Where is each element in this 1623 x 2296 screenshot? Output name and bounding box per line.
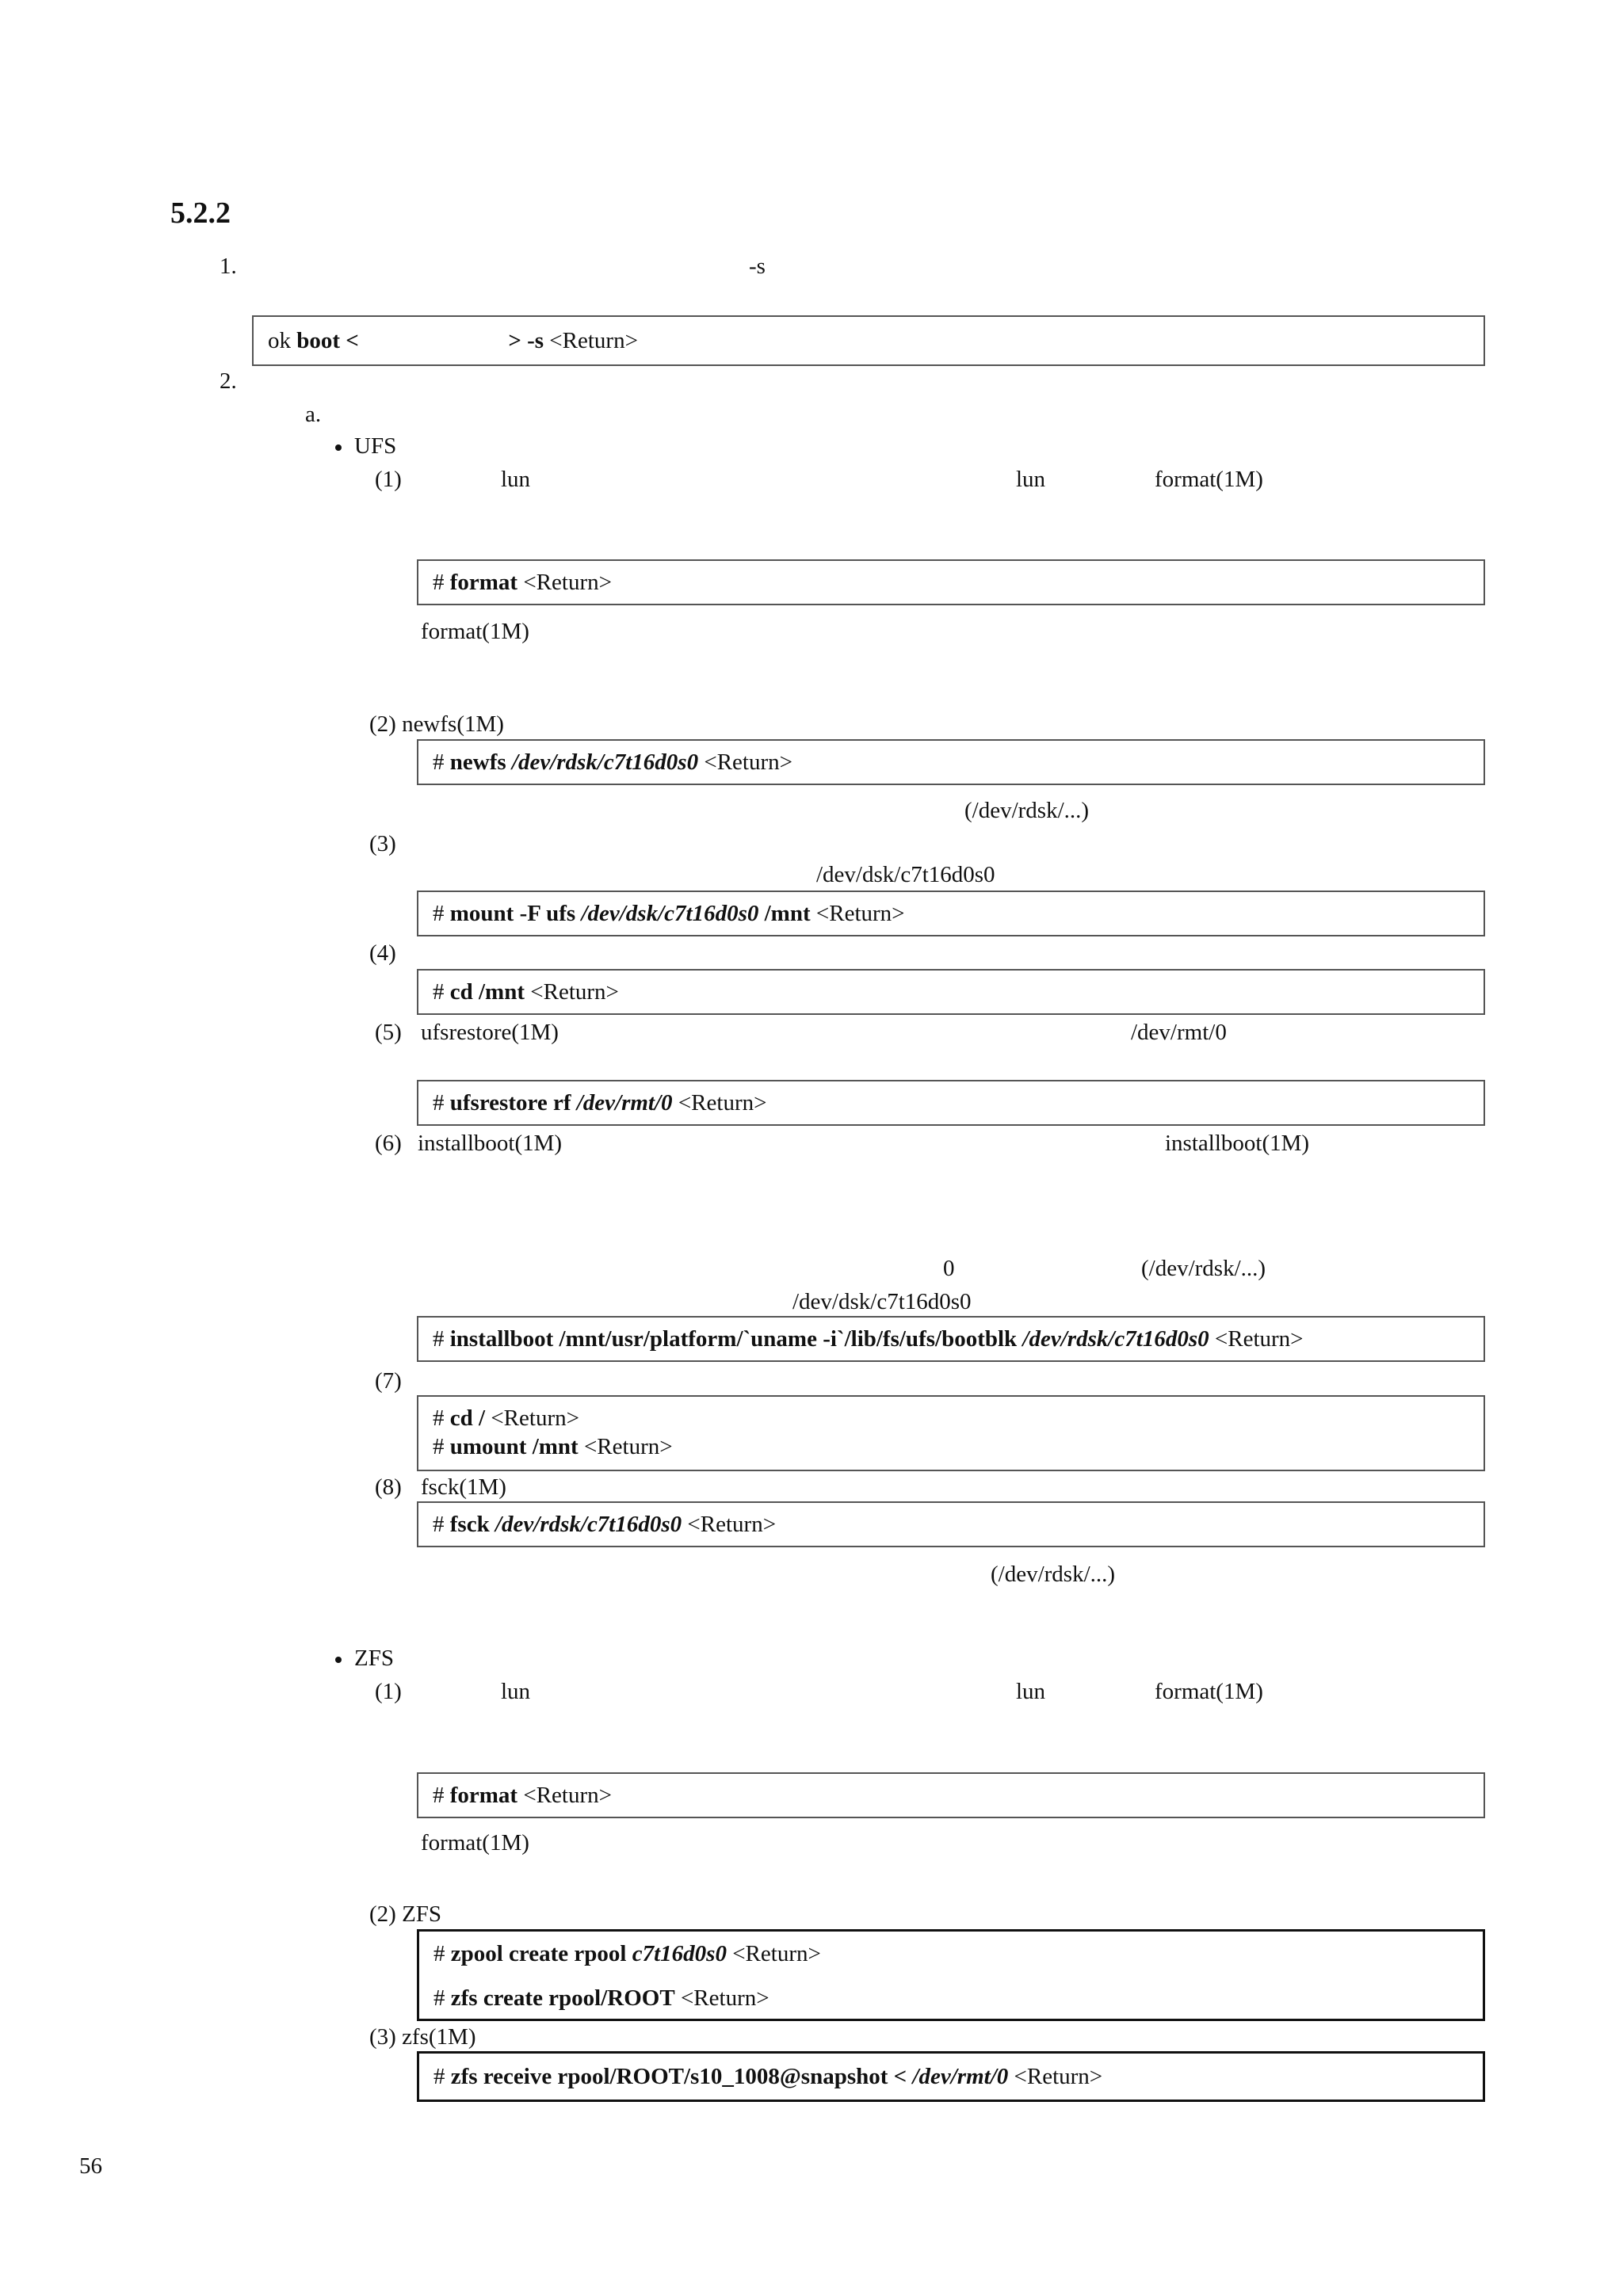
code-box-zfs-receive bbox=[417, 2051, 1485, 2102]
ufs-step-4: (4) bbox=[369, 940, 396, 966]
ufs-step-6-label-2: installboot(1M) bbox=[1165, 1131, 1310, 1156]
zfs-step-3: (3) zfs(1M) bbox=[369, 2024, 476, 2050]
code-line-ufsrestore: # ufsrestore rf /dev/rmt/0 <Return> bbox=[433, 1090, 767, 1116]
zfs-bullet-item: ZFS bbox=[335, 1646, 394, 1672]
section-number: 5.2.2 bbox=[170, 196, 231, 230]
ufs-step-1-lun-2: lun bbox=[1016, 467, 1046, 492]
code-line-boot: ok boot < > -s <Return> bbox=[268, 328, 638, 353]
code-box-zfs-format bbox=[417, 1772, 1485, 1818]
ufs-dsk-note-1: /dev/dsk/c7t16d0s0 bbox=[816, 862, 995, 887]
ufs-step-6-number: (6) bbox=[375, 1131, 402, 1156]
bullet-icon bbox=[335, 444, 342, 451]
ufs-slice-zero: 0 bbox=[943, 1256, 955, 1281]
step-1-number: 1. bbox=[220, 254, 237, 279]
code-box-zpool bbox=[417, 1929, 1485, 2021]
code-line-newfs: # newfs /dev/rdsk/c7t16d0s0 <Return> bbox=[433, 749, 792, 775]
code-box-installboot bbox=[417, 1316, 1485, 1362]
code-line-zfs-format: # format <Return> bbox=[433, 1783, 612, 1808]
ufs-rdsk-note-2: (/dev/rdsk/...) bbox=[1141, 1256, 1266, 1281]
code-box-umount bbox=[417, 1395, 1485, 1471]
code-line-zfs-receive: # zfs receive rpool/ROOT/s10_1008@snapshot < /dev/rmt/0 <Return> bbox=[433, 2064, 1103, 2089]
step-2-number: 2. bbox=[220, 368, 237, 394]
bullet-icon bbox=[335, 1657, 342, 1663]
step-2a-label: a. bbox=[305, 402, 322, 427]
zfs-step-1-lun: lun bbox=[501, 1679, 531, 1704]
step-1-option: -s bbox=[749, 254, 766, 279]
code-box-format bbox=[417, 559, 1485, 605]
code-line-zpool: # zpool create rpool c7t16d0s0 <Return> bbox=[433, 1941, 821, 1966]
ufs-step-8-label: fsck(1M) bbox=[421, 1474, 506, 1500]
code-line-mount: # mount -F ufs /dev/dsk/c7t16d0s0 /mnt <Return> bbox=[433, 901, 905, 926]
zfs-step-1-lun-2: lun bbox=[1016, 1679, 1046, 1704]
ufs-step-6-label: installboot(1M) bbox=[418, 1131, 563, 1156]
code-line-zfs-create: # zfs create rpool/ROOT <Return> bbox=[433, 1985, 769, 2011]
ufs-bullet-item: UFS bbox=[335, 433, 396, 460]
ufs-step-5-number: (5) bbox=[375, 1020, 402, 1045]
ufs-step-7: (7) bbox=[375, 1368, 402, 1394]
ufs-step-5-label: ufsrestore(1M) bbox=[421, 1020, 559, 1045]
code-line-installboot: # installboot /mnt/usr/platform/`uname -i`/lib/fs/ufs/bootblk /dev/rdsk/c7t16d0s0 <Return> bbox=[433, 1326, 1304, 1352]
code-box-boot bbox=[252, 315, 1485, 366]
zfs-step-1-format: format(1M) bbox=[1155, 1679, 1263, 1704]
ufs-step-1-number: (1) bbox=[375, 467, 402, 492]
code-line-format: # format <Return> bbox=[433, 570, 612, 595]
page-number: 56 bbox=[79, 2153, 102, 2179]
ufs-step-2: (2) newfs(1M) bbox=[369, 711, 504, 737]
ufs-step-1-lun: lun bbox=[501, 467, 531, 492]
code-line-umount: # umount /mnt <Return> bbox=[433, 1434, 673, 1459]
code-box-newfs bbox=[417, 739, 1485, 785]
code-box-mount bbox=[417, 891, 1485, 936]
zfs-step-1-number: (1) bbox=[375, 1679, 402, 1704]
zfs-step-2: (2) ZFS bbox=[369, 1901, 442, 1927]
code-line-cd: # cd /mnt <Return> bbox=[433, 979, 619, 1005]
ufs-step-1-format: format(1M) bbox=[1155, 467, 1263, 492]
code-line-cd-root: # cd / <Return> bbox=[433, 1405, 579, 1431]
code-box-fsck bbox=[417, 1501, 1485, 1547]
ufs-step-5-device: /dev/rmt/0 bbox=[1131, 1020, 1227, 1045]
ufs-step-8-number: (8) bbox=[375, 1474, 402, 1500]
code-box-cd bbox=[417, 969, 1485, 1015]
zfs-format-note: format(1M) bbox=[421, 1830, 529, 1855]
ufs-format-note: format(1M) bbox=[421, 619, 529, 644]
ufs-dsk-note-2: /dev/dsk/c7t16d0s0 bbox=[792, 1289, 972, 1314]
ufs-rdsk-note-1: (/dev/rdsk/...) bbox=[964, 798, 1090, 823]
code-box-ufsrestore bbox=[417, 1080, 1485, 1126]
ufs-step-3: (3) bbox=[369, 831, 396, 856]
code-line-fsck: # fsck /dev/rdsk/c7t16d0s0 <Return> bbox=[433, 1512, 777, 1537]
ufs-rdsk-note-3: (/dev/rdsk/...) bbox=[991, 1562, 1116, 1587]
